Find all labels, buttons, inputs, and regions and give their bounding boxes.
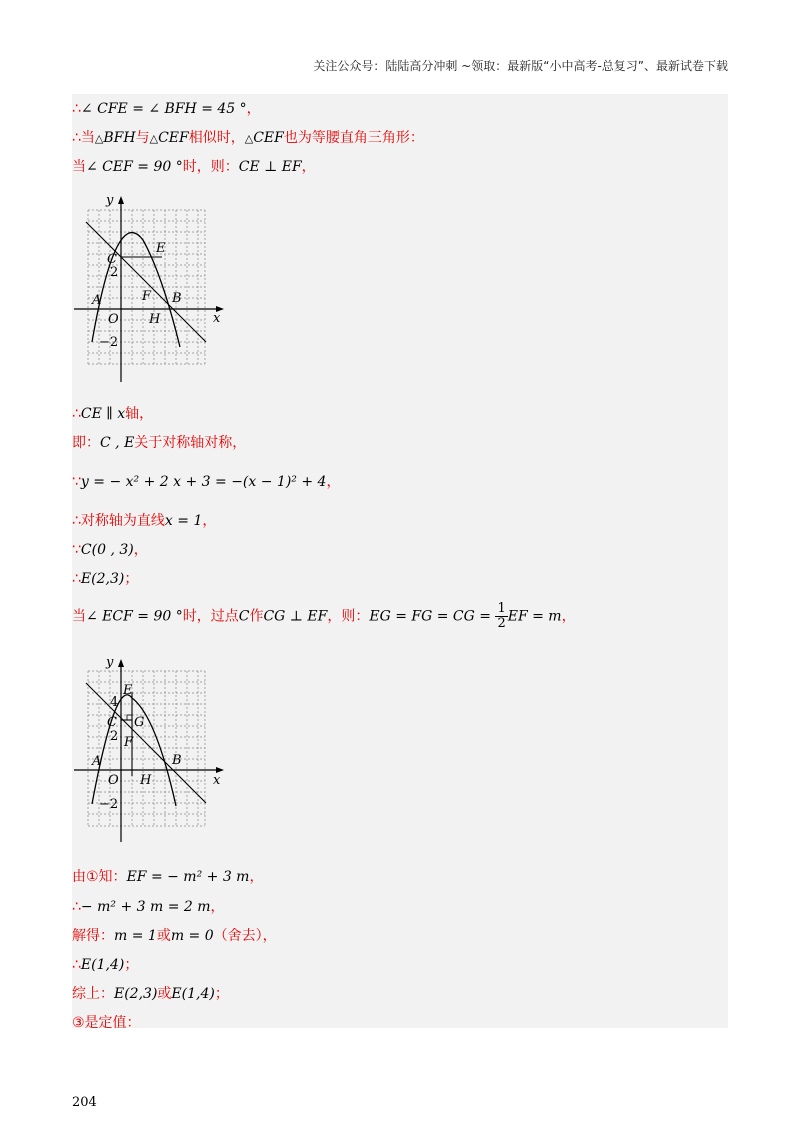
- label-g: G: [134, 715, 145, 730]
- text: 对称轴为直线: [80, 513, 165, 529]
- math: m = 1: [114, 928, 157, 944]
- text: 由①知：: [72, 869, 127, 885]
- text: ，: [561, 608, 576, 625]
- math: EG = FG = CG =: [369, 608, 491, 625]
- parabola: [92, 695, 176, 806]
- text: 作: [249, 608, 264, 625]
- text: 与: [135, 130, 150, 146]
- comma: ，: [246, 101, 261, 117]
- text: ∴: [72, 406, 81, 422]
- text: ；: [214, 986, 229, 1002]
- text: ∵: [72, 474, 81, 490]
- math: EF = m: [507, 608, 562, 625]
- line-16: [72, 1012, 141, 1032]
- line-cb: [86, 222, 206, 342]
- label-o: O: [108, 312, 119, 327]
- text: 当: [72, 159, 86, 175]
- graph-2: [72, 656, 242, 846]
- math: E(1,4): [80, 957, 125, 973]
- label-neg2: −2: [99, 335, 119, 350]
- math: CE ⊥ EF: [238, 159, 302, 175]
- therefore-symbol: ∴: [72, 101, 81, 117]
- label-e: E: [156, 241, 166, 256]
- triangle-symbol: △: [244, 132, 254, 145]
- math: x = 1: [164, 513, 203, 529]
- label-a: A: [92, 754, 102, 769]
- math: C: [238, 608, 250, 625]
- text: ，则：: [327, 608, 370, 625]
- text: 综上：: [72, 986, 114, 1002]
- line-9: [72, 568, 138, 588]
- text: ；: [124, 957, 139, 973]
- parabola: [92, 233, 180, 347]
- math: y = − x² + 2 x + 3 = −(x − 1)² + 4: [80, 474, 327, 490]
- math: m = 0: [170, 928, 214, 944]
- line-6: [72, 471, 340, 491]
- y-axis-arrow: [118, 196, 124, 204]
- label-h: H: [140, 773, 152, 788]
- text: ，: [133, 542, 148, 558]
- text: ∴: [72, 571, 81, 587]
- line-2: [72, 127, 424, 147]
- label-2: 2: [110, 265, 119, 280]
- label-c: C: [107, 715, 117, 730]
- line-4: [72, 403, 153, 423]
- line-13: [72, 925, 277, 945]
- text: ∴: [72, 899, 81, 915]
- page-header: 关注公众号：陆陆高分冲刺 ~领取：最新版“小中高考-总复习”、最新试卷下载: [313, 59, 728, 73]
- triangle-symbol: △: [149, 132, 159, 145]
- text: 相似时，: [188, 130, 245, 146]
- math: E(2,3): [80, 571, 125, 587]
- text: 时，过点: [182, 608, 239, 625]
- label-c: C: [107, 252, 117, 267]
- graph-1: [72, 192, 242, 387]
- label-e: E: [123, 683, 133, 698]
- text: 即：: [72, 435, 100, 451]
- line-10: [72, 602, 576, 631]
- page-number: 204: [72, 1095, 97, 1110]
- right-angle-mark: [127, 715, 132, 720]
- label-2: 2: [110, 729, 119, 744]
- text: 或: [157, 986, 172, 1002]
- label-o: O: [108, 773, 119, 788]
- line-12: [72, 896, 225, 916]
- text: （舍去），: [213, 928, 277, 944]
- text: ，: [301, 159, 316, 175]
- math: CEF: [253, 130, 284, 146]
- x-label: x: [213, 773, 221, 788]
- fraction-half: [495, 602, 507, 631]
- line-14: [72, 954, 138, 974]
- y-label: y: [106, 193, 114, 208]
- line-1: [72, 98, 261, 118]
- math: EF = − m² + 3 m: [126, 869, 250, 885]
- fraction-denominator: 2: [497, 616, 506, 631]
- math: E(2,3): [114, 986, 158, 1002]
- label-b: B: [172, 291, 182, 306]
- text: ∴: [72, 957, 81, 973]
- text: ，: [202, 513, 217, 529]
- label-b: B: [172, 753, 182, 768]
- solution-content: [72, 94, 728, 1031]
- line-3: [72, 156, 316, 176]
- math: ∠ CEF = 90 °: [86, 159, 183, 175]
- text: ，: [326, 474, 341, 490]
- angle-equation: ∠ CFE = ∠ BFH = 45 °: [80, 101, 247, 117]
- line-5: [72, 432, 246, 452]
- math: C , E: [100, 435, 135, 451]
- math: CE ∥ x: [80, 406, 126, 422]
- text: ，: [249, 869, 264, 885]
- line-11: [72, 866, 263, 886]
- label-f: F: [142, 289, 152, 304]
- line-15: [72, 983, 229, 1003]
- label-f: F: [124, 735, 134, 750]
- math: ∠ ECF = 90 °: [86, 608, 183, 625]
- text: ∴当: [72, 130, 95, 146]
- triangle-symbol: △: [94, 132, 104, 145]
- line-8: [72, 539, 148, 559]
- math: E(1,4): [171, 986, 215, 1002]
- text: 关于对称轴对称，: [134, 435, 247, 451]
- fraction-numerator: 1: [497, 601, 506, 616]
- text: ，: [210, 899, 225, 915]
- label-h: H: [149, 312, 161, 327]
- label-4: 4: [110, 695, 119, 710]
- text: ③是定值：: [72, 1015, 141, 1031]
- text: 时，则：: [182, 159, 239, 175]
- text: ；: [124, 571, 139, 587]
- math: CG ⊥ EF: [263, 608, 328, 625]
- text: 解得：: [72, 928, 114, 944]
- x-label: x: [213, 311, 221, 326]
- math: CEF: [158, 130, 189, 146]
- label-a: A: [92, 293, 102, 308]
- text: 当: [72, 608, 86, 625]
- line-7: [72, 510, 216, 530]
- math: − m² + 3 m = 2 m: [80, 899, 211, 915]
- text: 也为等腰直角三角形：: [283, 130, 424, 146]
- text: ∵: [72, 542, 81, 558]
- text: 或: [156, 928, 171, 944]
- y-label: y: [106, 656, 114, 670]
- text: ∴: [72, 513, 81, 529]
- math: BFH: [103, 130, 136, 146]
- math: C(0 , 3): [80, 542, 134, 558]
- text: 轴，: [125, 406, 154, 422]
- y-axis-arrow: [118, 659, 124, 667]
- label-neg2: −2: [99, 797, 119, 812]
